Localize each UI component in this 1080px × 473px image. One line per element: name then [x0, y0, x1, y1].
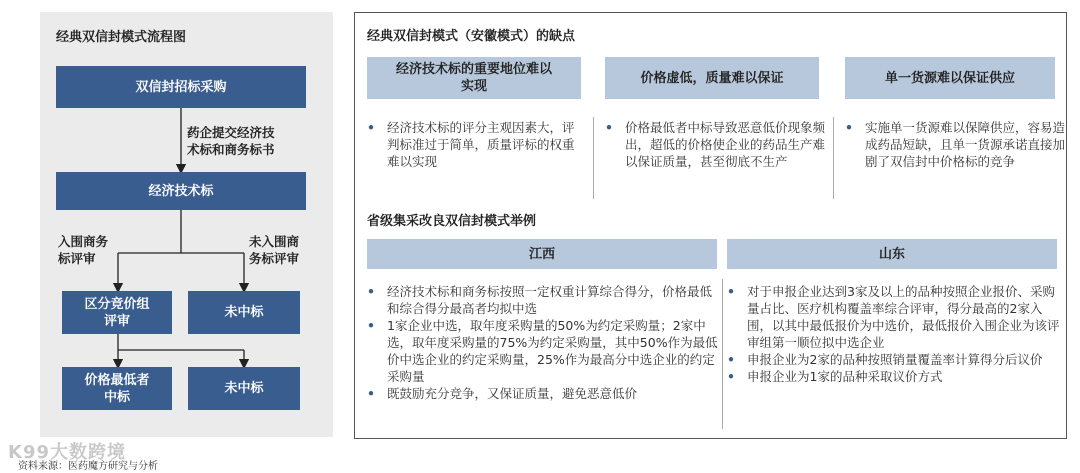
label-not-enter-review: 未入围商 务标评审	[249, 234, 300, 266]
watermark-logo: K99大数跨境	[8, 442, 126, 463]
examples-subtitle: 省级集采改良双信封模式举例	[367, 214, 537, 229]
header-low-price: 价格虚低，质量难以保证	[605, 57, 819, 99]
list-item: • 既鼓励充分竞争，又保证质量，避免恶意低价	[365, 385, 721, 402]
drawbacks-title: 经典双信封模式（安徽模式）的缺点	[367, 29, 576, 44]
list-item: • 价格最低者中标导致恶意低价现象频出，超低的价格使企业的药品生产难以保证质量，甚至彻底不生产	[603, 119, 825, 170]
list-shandong	[725, 283, 1061, 385]
drawbacks-panel	[354, 12, 1067, 439]
list-tech-bid-role	[365, 119, 585, 170]
list-item: • 经济技术标的评分主观因素大，评判标准过于简单，质量评标的权重难以实现	[365, 119, 585, 170]
list-single-source	[843, 119, 1065, 170]
divider-2	[833, 117, 834, 199]
list-jiangxi	[365, 283, 721, 402]
flowchart-title: 经典双信封模式流程图	[56, 30, 187, 45]
divider-3	[722, 279, 723, 429]
label-submit-bids: 药企提交经济技 术标和商务标书	[187, 125, 275, 157]
box-procurement: 双信封招标采购	[56, 66, 306, 108]
box-bid-group: 区分竞价组 评审	[62, 291, 172, 334]
box-tech-bid: 经济技术标	[56, 172, 306, 210]
box-not-win-2: 未中标	[188, 367, 300, 410]
header-shandong: 山东	[727, 239, 1057, 269]
flowchart-panel	[40, 12, 333, 437]
box-lowest-price-wins: 价格最低者 中标	[62, 367, 172, 410]
header-tech-bid-role: 经济技术标的重要地位难以 实现	[367, 57, 581, 99]
header-single-source: 单一货源难以保证供应	[845, 57, 1055, 99]
list-item: • 实施单一货源难以保障供应，容易造成药品短缺，且单一货源承诺直接加剧了双信封中价格标的竞争	[843, 119, 1065, 170]
divider-1	[593, 117, 594, 199]
list-item: • 经济技术标和商务标按照一定权重计算综合得分，价格最低和综合得分最高者均拟中选	[365, 283, 721, 317]
label-enter-review: 入围商务 标评审	[58, 234, 109, 266]
box-not-win-1: 未中标	[188, 291, 300, 334]
list-item: • 申报企业为2家的品种按照销量覆盖率计算得分后议价	[725, 351, 1061, 368]
header-jiangxi: 江西	[367, 239, 717, 269]
list-low-price	[603, 119, 825, 170]
list-item: • 申报企业为1家的品种采取议价方式	[725, 368, 1061, 385]
list-item: • 1家企业中选，取年度采购量的50%为约定采购量；2家中选，取年度采购量的75%为约定采购量，其中50%作为最低价中选企业的约定采购量，25%作为最高分中选企业的约定采购量	[365, 317, 721, 385]
source-note: 资料来源：医药魔方研究与分析	[18, 461, 158, 472]
list-item: • 对于申报企业达到3家及以上的品种按照企业报价、采购量占比、医疗机构覆盖率综合评审，得分最高的2家入围，以其中最低报价为中选价，最低报价入围企业为该评审组第一顺位拟中选企业	[725, 283, 1061, 351]
